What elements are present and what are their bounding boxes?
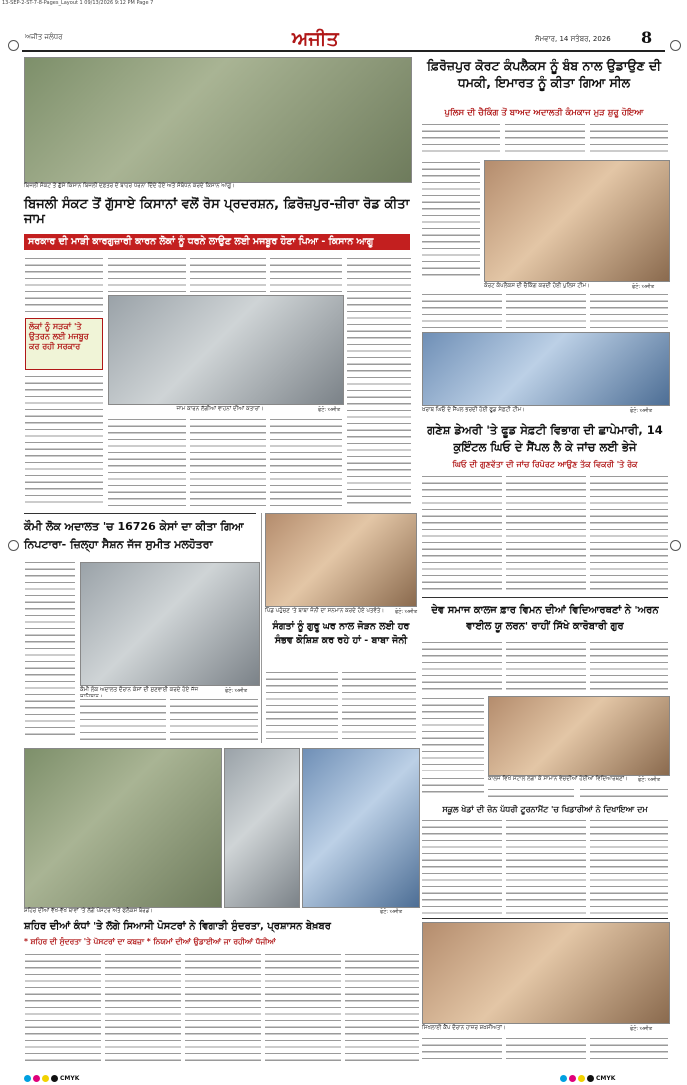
headline: ਸੰਗਤਾਂ ਨੂੰ ਗੁਰੂ ਘਰ ਨਾਲ ਜੋੜਨ ਲਈ ਹਰ ਸੰਭਵ ਕੋਸ਼ਿਸ਼ ਕਰ ਰਹੇ ਹਾਂ - ਬਾਬਾ ਜੋਨੀ xyxy=(272,621,410,646)
posters-flex-photo xyxy=(302,748,420,908)
cmyk-color-bar xyxy=(560,1075,615,1082)
article-text xyxy=(185,952,261,1062)
article-text xyxy=(105,952,181,1062)
pull-quote: ਲੋਕਾਂ ਨੂੰ ਸੜਕਾਂ 'ਤੇ ਉਤਰਨ ਲਈ ਮਜਬੂਰ ਕਰ ਰਹੀ ਸਰਕਾਰ xyxy=(25,318,103,370)
article-text xyxy=(270,417,342,509)
students-stall-photo xyxy=(488,696,670,776)
black-swatch-icon xyxy=(587,1075,594,1082)
article-text xyxy=(108,417,186,509)
article-text xyxy=(422,696,484,771)
section-rule xyxy=(24,513,256,514)
article-text xyxy=(190,417,266,509)
registration-mark-icon xyxy=(670,540,681,551)
article-text xyxy=(422,122,500,157)
photo-caption: ਜਾਮ ਕਾਰਨ ਲੱਗੀਆਂ ਵਾਹਨਾਂ ਦੀਆਂ ਕਤਾਰਾਂ। xyxy=(176,406,264,412)
newspaper-logo: ਅਜੀਤ xyxy=(292,28,339,50)
registration-mark-icon xyxy=(8,40,19,51)
article-text xyxy=(506,1036,586,1062)
photo-credit: ਫੋਟੋ: ਅਜੀਤ xyxy=(380,909,403,915)
cmyk-color-bar xyxy=(24,1075,79,1082)
article-text xyxy=(170,697,258,741)
print-slug: 13-SEP-2-ST-7-8-Pages_Layout 1 09/13/2026 9:12 PM Page 7 xyxy=(2,0,154,6)
header-rule xyxy=(22,50,665,52)
article-text xyxy=(590,640,668,692)
subhead: ਪੁਲਿਸ ਦੀ ਚੈਕਿੰਗ ਤੋਂ ਬਾਅਦ ਅਦਾਲਤੀ ਕੰਮਕਾਜ ਮੁੜ ਸ਼ੁਰੂ ਹੋਇਆ xyxy=(444,108,644,118)
training-camp-photo xyxy=(422,922,670,1024)
article-text xyxy=(505,122,585,157)
article-text xyxy=(590,292,668,328)
photo-caption: ਕੋਰਟ ਕੰਪਲੈਕਸ ਦੀ ਚੈਕਿੰਗ ਕਰਦੀ ਹੋਈ ਪੁਲਿਸ ਟੀਮ। xyxy=(484,283,590,289)
farmers-protest-photo xyxy=(24,57,412,183)
photo-credit: ਫੋਟੋ: ਅਜੀਤ xyxy=(630,1026,653,1032)
yellow-swatch-icon xyxy=(578,1075,585,1082)
photo-caption: ਪਿੰਡ ਪਹੁੰਚਣ 'ਤੇ ਬਾਬਾ ਜੋਨੀ ਦਾ ਸਨਮਾਨ ਕਰਦੇ ਹੋਏ ਪਤਵੰਤੇ। xyxy=(265,608,385,614)
headline: ਸਕੂਲ ਖੇਡਾਂ ਦੀ ਜ਼ੋਨ ਪੱਧਰੀ ਟੂਰਨਾਮੈਂਟ 'ਚ ਖਿਡਾਰੀਆਂ ਨੇ ਦਿਖਾਇਆ ਦਮ xyxy=(442,805,648,814)
article-text xyxy=(80,697,166,741)
article-text xyxy=(590,1036,668,1062)
posters-pole-photo xyxy=(224,748,300,908)
article-text xyxy=(25,256,103,314)
subhead-bar: ਸਰਕਾਰ ਦੀ ਮਾੜੀ ਕਾਰਗੁਜ਼ਾਰੀ ਕਾਰਨ ਲੋਕਾਂ ਨੂੰ ਧਰਨੇ ਲਾਉਣ ਲਈ ਮਜਬੂਰ ਹੋਣਾ ਪਿਆ - ਕਿਸਾਨ ਆਗੂ xyxy=(24,234,410,250)
photo-caption: ਕਾਲਜ ਵਿਖੇ ਸਟਾਲ ਲਗਾ ਕੇ ਸਾਮਾਨ ਵੇਚਦੀਆਂ ਹੋਈਆਂ ਵਿਦਿਆਰਥਣਾਂ। xyxy=(488,776,628,782)
article-text xyxy=(190,256,266,292)
yellow-swatch-icon xyxy=(42,1075,49,1082)
photo-caption: ਖ਼ਰਾਬ ਘਿਓ ਦੇ ਸੈਂਪਲ ਭਰਦੀ ਹੋਈ ਫੂਡ ਸੇਫ਼ਟੀ ਟੀਮ। xyxy=(422,407,525,413)
issue-date: ਸੋਮਵਾਰ, 14 ਸਤੰਬਰ, 2026 xyxy=(535,35,611,43)
article-text xyxy=(342,670,416,742)
article-text xyxy=(580,787,668,801)
article-text xyxy=(266,670,338,742)
subhead: ਘਿਓ ਦੀ ਗੁਣਵੱਤਾ ਦੀ ਜਾਂਚ ਰਿਪੋਰਟ ਆਉਣ ਤੱਕ ਵਿਕਰੀ 'ਤੇ ਰੋਕ xyxy=(452,460,638,469)
article-text xyxy=(590,474,668,594)
cyan-swatch-icon xyxy=(24,1075,31,1082)
traffic-jam-photo xyxy=(108,295,344,405)
photo-caption: ਬਿਜਲੀ ਸੰਕਟ ਤੋਂ ਗੁੱਸੇ ਕਿਸਾਨ ਬਿਜਲੀ ਦਫ਼ਤਰ ਦੇ ਬਾਹਰ ਧਰਨਾ ਦਿੰਦੇ ਹੋਏ ਅਤੇ ਸੰਬੋਧਨ ਕਰਦੇ ਕਿਸਾਨ ਆਗੂ। xyxy=(24,183,235,189)
article-text xyxy=(347,256,411,509)
sangat-photo xyxy=(265,513,417,607)
article-text xyxy=(590,818,668,914)
article-text xyxy=(506,818,586,914)
subhead: * ਸ਼ਹਿਰ ਦੀ ਸੁੰਦਰਤਾ 'ਤੇ ਪੋਸਟਰਾਂ ਦਾ ਕਬਜ਼ਾ * ਨਿਯਮਾਂ ਦੀਆਂ ਉਡਾਈਆਂ ਜਾ ਰਹੀਆਂ ਧੱਜੀਆਂ xyxy=(24,937,276,946)
photo-caption: ਸਿਖਲਾਈ ਕੈਂਪ ਦੌਰਾਨ ਹਾਜ਼ਰ ਸ਼ਖ਼ਸੀਅਤਾਂ। xyxy=(422,1025,506,1031)
headline: ਸ਼ਹਿਰ ਦੀਆਂ ਕੰਧਾਂ 'ਤੇ ਲੱਗੇ ਸਿਆਸੀ ਪੋਸਟਰਾਂ ਨੇ ਵਿਗਾੜੀ ਸੁੰਦਰਤਾ, ਪ੍ਰਸ਼ਾਸਨ ਬੇਖ਼ਬਰ xyxy=(24,921,331,932)
photo-credit: ਫੋਟੋ: ਅਜੀਤ xyxy=(395,609,418,615)
black-swatch-icon xyxy=(51,1075,58,1082)
section-rule xyxy=(422,597,668,598)
article-text xyxy=(270,256,342,292)
article-text xyxy=(506,292,586,328)
lok-adalat-photo xyxy=(80,562,260,686)
article-text xyxy=(422,640,502,692)
article-text xyxy=(25,560,75,740)
cmyk-label: CMYK xyxy=(60,1075,80,1082)
headline: ਕੌਮੀ ਲੋਕ ਅਦਾਲਤ 'ਚ 16726 ਕੇਸਾਂ ਦਾ ਕੀਤਾ ਗਿਆ ਨਿਪਟਾਰਾ- ਜ਼ਿਲ੍ਹਾ ਸੈਸ਼ਨ ਜੱਜ ਸੁਮੀਤ ਮਲਹੋਤਰਾ xyxy=(24,520,244,551)
article-text xyxy=(590,122,668,157)
article-text xyxy=(422,160,480,280)
photo-credit: ਫੋਟੋ: ਅਜੀਤ xyxy=(630,408,653,414)
registration-mark-icon xyxy=(8,540,19,551)
court-complex-photo xyxy=(484,160,670,282)
article-text xyxy=(422,818,502,914)
registration-mark-icon xyxy=(670,40,681,51)
photo-credit: ਫੋਟੋ: ਅਜੀਤ xyxy=(632,284,655,290)
article-text xyxy=(506,474,586,594)
headline: ਦੇਵ ਸਮਾਜ ਕਾਲਜ ਫ਼ਾਰ ਵਿਮਨ ਦੀਆਂ ਵਿਦਿਆਰਥਣਾਂ ਨੇ 'ਅਰਨ ਵਾਈਲ ਯੂ ਲਰਨ' ਰਾਹੀਂ ਸਿੱਖੇ ਕਾਰੋਬਾਰੀ ਗੁਰ xyxy=(431,605,659,632)
headline: ਬਿਜਲੀ ਸੰਕਟ ਤੋਂ ਗੁੱਸਾਏ ਕਿਸਾਨਾਂ ਵਲੋਂ ਰੋਸ ਪ੍ਰਦਰਸ਼ਨ, ਫ਼ਿਰੋਜ਼ਪੁਰ-ਜ਼ੀਰਾ ਰੋਡ ਕੀਤਾ ਜਾਮ xyxy=(24,197,410,227)
article-text xyxy=(506,640,586,692)
edition-label: ਅਜੀਤ ਜਲੰਧਰ xyxy=(25,33,63,41)
column-divider xyxy=(261,513,262,743)
article-text xyxy=(422,292,502,328)
food-safety-photo xyxy=(422,332,670,406)
magenta-swatch-icon xyxy=(569,1075,576,1082)
article-text xyxy=(25,374,103,508)
cyan-swatch-icon xyxy=(560,1075,567,1082)
photo-credit: ਫੋਟੋ: ਅਜੀਤ xyxy=(638,777,661,783)
page-number: 8 xyxy=(641,28,653,47)
section-rule xyxy=(422,918,668,919)
photo-caption: ਕੌਮੀ ਲੋਕ ਅਦਾਲਤ ਦੌਰਾਨ ਕੇਸਾਂ ਦੀ ਸੁਣਵਾਈ ਕਰਦੇ ਹੋਏ ਜੱਜ ਸਾਹਿਬਾਨ। xyxy=(80,687,199,700)
photo-credit: ਫੋਟੋ: ਅਜੀਤ xyxy=(225,688,248,694)
article-text xyxy=(345,952,419,1062)
headline: ਫ਼ਿਰੋਜ਼ਪੁਰ ਕੋਰਟ ਕੰਪਲੈਕਸ ਨੂੰ ਬੰਬ ਨਾਲ ਉਡਾਉਣ ਦੀ ਧਮਕੀ, ਇਮਾਰਤ ਨੂੰ ਕੀਤਾ ਗਿਆ ਸੀਲ xyxy=(426,58,662,90)
article-text xyxy=(422,776,484,798)
article-text xyxy=(422,1036,502,1062)
magenta-swatch-icon xyxy=(33,1075,40,1082)
article-text xyxy=(25,952,101,1062)
headline: ਗਣੇਸ਼ ਡੇਅਰੀ 'ਤੇ ਫੂਡ ਸੇਫ਼ਟੀ ਵਿਭਾਗ ਦੀ ਛਾਪੇਮਾਰੀ, 14 ਕੁਇੰਟਲ ਘਿਓ ਦੇ ਸੈਂਪਲ ਲੈ ਕੇ ਜਾਂਚ ਲਈ ਭੇਜੇ xyxy=(427,423,663,454)
photo-caption: ਸ਼ਹਿਰ ਦੀਆਂ ਵੱਖ-ਵੱਖ ਥਾਵਾਂ 'ਤੇ ਲੱਗੇ ਪੋਸਟਰ ਅਤੇ ਫਲੈਕਸ ਬੋਰਡ। xyxy=(24,908,153,914)
posters-wall-photo xyxy=(24,748,222,908)
article-text xyxy=(488,787,574,801)
cmyk-label: CMYK xyxy=(596,1075,616,1082)
article-text xyxy=(422,474,502,594)
article-text xyxy=(108,256,186,292)
photo-credit: ਫੋਟੋ: ਅਜੀਤ xyxy=(318,407,341,413)
article-text xyxy=(265,952,341,1062)
